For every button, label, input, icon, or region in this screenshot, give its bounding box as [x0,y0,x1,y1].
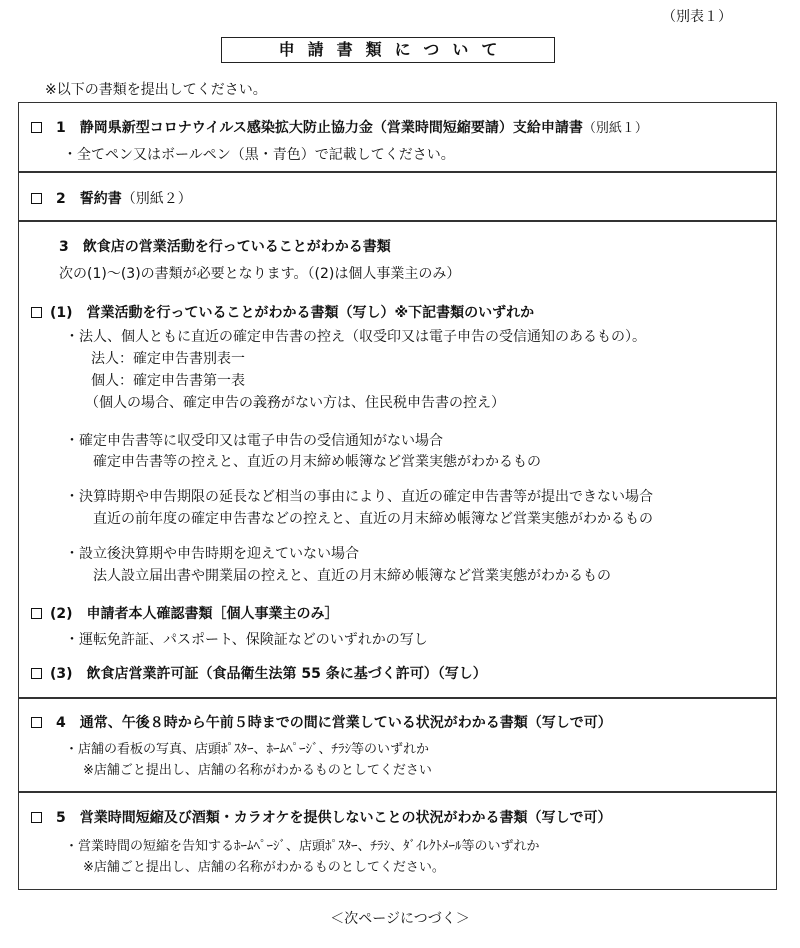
section-3-1-number: (1) [50,305,73,321]
section-4-heading [31,714,612,732]
section-3-description: 次の(1)～(3)の書類が必要となります。（(2)は個人事業主のみ） [59,266,461,282]
section-5-heading [31,809,611,827]
annex-label: （別表１） [662,9,732,25]
list-item: （個人の場合、確定申告の義務がない方は、住民税申告書の控え） [85,395,505,411]
section-5-item: ・営業時間の短縮を告知するﾎｰﾑﾍﾟｰｼﾞ、店頭ﾎﾟｽﾀｰ、ﾁﾗｼ、ﾀﾞｲﾚｸﾄﾒｰﾙ等のいずれか [65,839,540,854]
section-3-heading [59,238,391,256]
page-title: 申請書類について [221,37,555,63]
list-item: 確定申告書等の控えと、直近の月末締め帳簿など営業実態がわかるもの [93,454,541,470]
section-3-title: 飲食店の営業活動を行っていることがわかる書類 [82,239,391,255]
section-5-title: 営業時間短縮及び酒類・カラオケを提供しないことの状況がわかる書類（写しで可） [79,810,612,826]
section-3-1-heading [31,304,534,322]
list-item: ・決算時期や申告期限の延長など相当の事由により、直近の確定申告書等が提出できない場合 [65,489,653,505]
list-item: 法人：確定申告書別表一 [91,351,245,367]
checkbox-icon[interactable] [31,668,42,679]
section-5-note: ※店舗ごと提出し、店舗の名称がわかるものとしてください。 [83,860,445,875]
section-1-number: 1 [56,120,66,136]
section-1-title: 静岡県新型コロナウイルス感染拡大防止協力金（営業時間短縮要請）支給申請書 [79,120,583,136]
section-3-2-title: 申請者本人確認書類［個人事業主のみ］ [86,606,339,622]
section-1-heading [31,119,648,138]
section-1-ref: （別紙１） [582,121,648,136]
checkbox-icon[interactable] [31,812,42,823]
section-3-3-title: 飲食店営業許可証（食品衛生法第 55 条に基づく許可）（写し） [86,666,487,682]
section-2 [18,172,777,221]
list-item: ・法人、個人ともに直近の確定申告書の控え（収受印又は電子申告の受信通知のあるもの）。 [65,329,646,345]
section-2-ref: （別紙２） [121,191,192,207]
section-2-heading [31,190,192,208]
section-4-title: 通常、午後８時から午前５時までの間に営業している状況がわかる書類（写しで可） [79,715,612,731]
section-4-number: 4 [56,715,66,731]
section-2-number: 2 [56,191,66,207]
section-3-3-number: (3) [50,666,73,682]
section-3-1-title: 営業活動を行っていることがわかる書類（写し）※下記書類のいずれか [86,305,535,321]
checkbox-icon[interactable] [31,608,42,619]
section-4 [18,698,777,792]
list-item: 法人設立届出書や開業届の控えと、直近の月末締め帳簿など営業実態がわかるもの [93,568,611,584]
list-item: ・運転免許証、パスポート、保険証などのいずれかの写し [65,632,428,648]
list-item: ・設立後決算期や申告時期を迎えていない場合 [65,546,359,562]
checkbox-icon[interactable] [31,307,42,318]
section-5 [18,792,777,890]
checkbox-icon[interactable] [31,122,42,133]
checkbox-icon[interactable] [31,717,42,728]
section-3-3-heading [31,665,487,683]
section-4-note: ※店舗ごと提出し、店舗の名称がわかるものとしてください [83,763,432,778]
list-item: 個人：確定申告書第一表 [91,373,245,389]
intro-note: ※以下の書類を提出してください。 [45,82,267,98]
section-1 [18,102,777,172]
section-3-2-heading [31,605,339,623]
footer-continued: ＜次ページにつづく＞ [330,911,470,927]
section-3-number: 3 [59,239,69,255]
checkbox-icon[interactable] [31,193,42,204]
section-3 [18,221,777,698]
section-5-number: 5 [56,810,66,826]
section-3-2-number: (2) [50,606,73,622]
section-4-item: ・店舗の看板の写真、店頭ﾎﾟｽﾀｰ、ﾎｰﾑﾍﾟｰｼﾞ、ﾁﾗｼ等のいずれか [65,742,430,757]
section-2-title: 誓約書 [79,191,122,207]
list-item: 直近の前年度の確定申告書などの控えと、直近の月末締め帳簿など営業実態がわかるもの [93,511,653,527]
section-1-note: ・全てペン又はボールペン（黒・青色）で記載してください。 [63,147,455,163]
list-item: ・確定申告書等に収受印又は電子申告の受信通知がない場合 [65,433,443,449]
